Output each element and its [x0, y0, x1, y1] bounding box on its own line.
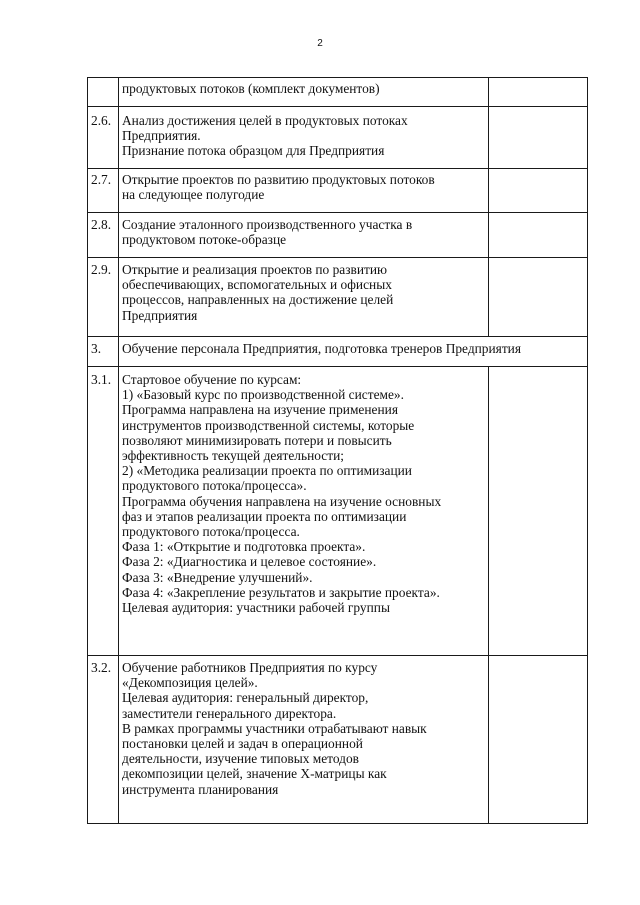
description-line: Предприятия: [122, 307, 198, 323]
row-description: [119, 656, 489, 824]
description-line: деятельности, изучение типовых методов: [122, 751, 359, 767]
description-line: 1) «Базовый курс по производственной системе».: [122, 387, 404, 403]
description-line: декомпозиции целей, значение Х-матрицы как: [122, 766, 387, 782]
row-description: [119, 367, 489, 656]
description-line: постановки целей и задач в операционной: [122, 736, 363, 752]
plan-table: [87, 77, 588, 824]
table-row: [88, 258, 588, 337]
description-line: Создание эталонного производственного участка в: [122, 217, 413, 232]
description-line: Программа обучения направлена на изучение основных: [122, 493, 442, 509]
description-line: Фаза 2: «Диагностика и целевое состояние».: [122, 554, 377, 570]
description-line: Программа направлена на изучение применения: [122, 402, 398, 418]
row-description: [119, 258, 489, 337]
table-row: [88, 367, 588, 656]
empty-cell: [489, 107, 588, 169]
empty-cell: [489, 78, 588, 107]
description-line: Признание потока образцом для Предприятия: [122, 143, 385, 159]
table-row: [88, 169, 588, 213]
description-line: позволяют минимизировать потери и повысить: [122, 432, 392, 448]
row-number: [88, 78, 119, 107]
row-number: 2.8.: [88, 213, 119, 258]
description-line: инструментов производственной системы, которые: [122, 417, 415, 433]
description-line: Фаза 4: «Закрепление результатов и закрытие проекта».: [122, 584, 440, 600]
table-row: [88, 78, 588, 107]
description-line: 2) «Методика реализации проекта по оптимизации: [122, 463, 412, 479]
row-description: [119, 107, 489, 169]
empty-cell: [489, 367, 588, 656]
description-line: продуктовом потоке-образце: [122, 232, 287, 248]
description-line: обеспечивающих, вспомогательных и офисных: [122, 277, 392, 293]
table-row: [88, 107, 588, 169]
description-line: Открытие и реализация проектов по развитию: [122, 262, 388, 277]
description-line: инструмента планирования: [122, 781, 279, 797]
plan-table-body: [88, 78, 588, 824]
description-line: Обучение персонала Предприятия, подготовка тренеров Предприятия: [122, 341, 522, 356]
row-number: 3.1.: [88, 367, 119, 656]
description-line: Целевая аудитория: генеральный директор,: [122, 690, 369, 706]
description-line: Стартовое обучение по курсам:: [122, 372, 302, 387]
row-description: [119, 213, 489, 258]
row-description: [119, 169, 489, 213]
description-line: «Декомпозиция целей».: [122, 675, 258, 691]
empty-cell: [489, 258, 588, 337]
description-line: Целевая аудитория: участники рабочей группы: [122, 600, 390, 616]
description-line: Открытие проектов по развитию продуктовых потоков: [122, 172, 435, 187]
table-row: [88, 213, 588, 258]
row-number: 2.7.: [88, 169, 119, 213]
empty-cell: [489, 213, 588, 258]
description-line: В рамках программы участники отрабатывают навык: [122, 720, 427, 736]
empty-cell: [489, 169, 588, 213]
description-line: Предприятия.: [122, 128, 201, 144]
description-line: Анализ достижения целей в продуктовых потоках: [122, 113, 408, 128]
row-number: 3.2.: [88, 656, 119, 824]
description-line: процессов, направленных на достижение целей: [122, 292, 394, 308]
description-line: Фаза 1: «Открытие и подготовка проекта».: [122, 539, 366, 555]
description-line: Обучение работников Предприятия по курсу: [122, 660, 378, 675]
description-line: продуктового потока/процесса.: [122, 524, 300, 540]
description-line: фаз и этапов реализации проекта по оптимизации: [122, 508, 407, 524]
empty-cell: [489, 656, 588, 824]
description-line: Фаза 3: «Внедрение улучшений».: [122, 569, 313, 585]
description-line: продуктовых потоков (комплект документов): [122, 81, 380, 96]
row-number: 2.9.: [88, 258, 119, 337]
description-line: эффективность текущей деятельности;: [122, 448, 344, 464]
table-row: [88, 656, 588, 824]
page-number: 2: [317, 38, 323, 49]
row-description: [119, 337, 588, 367]
description-line: продуктового потока/процесса».: [122, 478, 307, 494]
description-line: заместители генерального директора.: [122, 705, 337, 721]
row-number: 3.: [88, 337, 119, 367]
description-line: на следующее полугодие: [122, 187, 265, 203]
table-row: [88, 337, 588, 367]
row-description: [119, 78, 489, 107]
row-number: 2.6.: [88, 107, 119, 169]
